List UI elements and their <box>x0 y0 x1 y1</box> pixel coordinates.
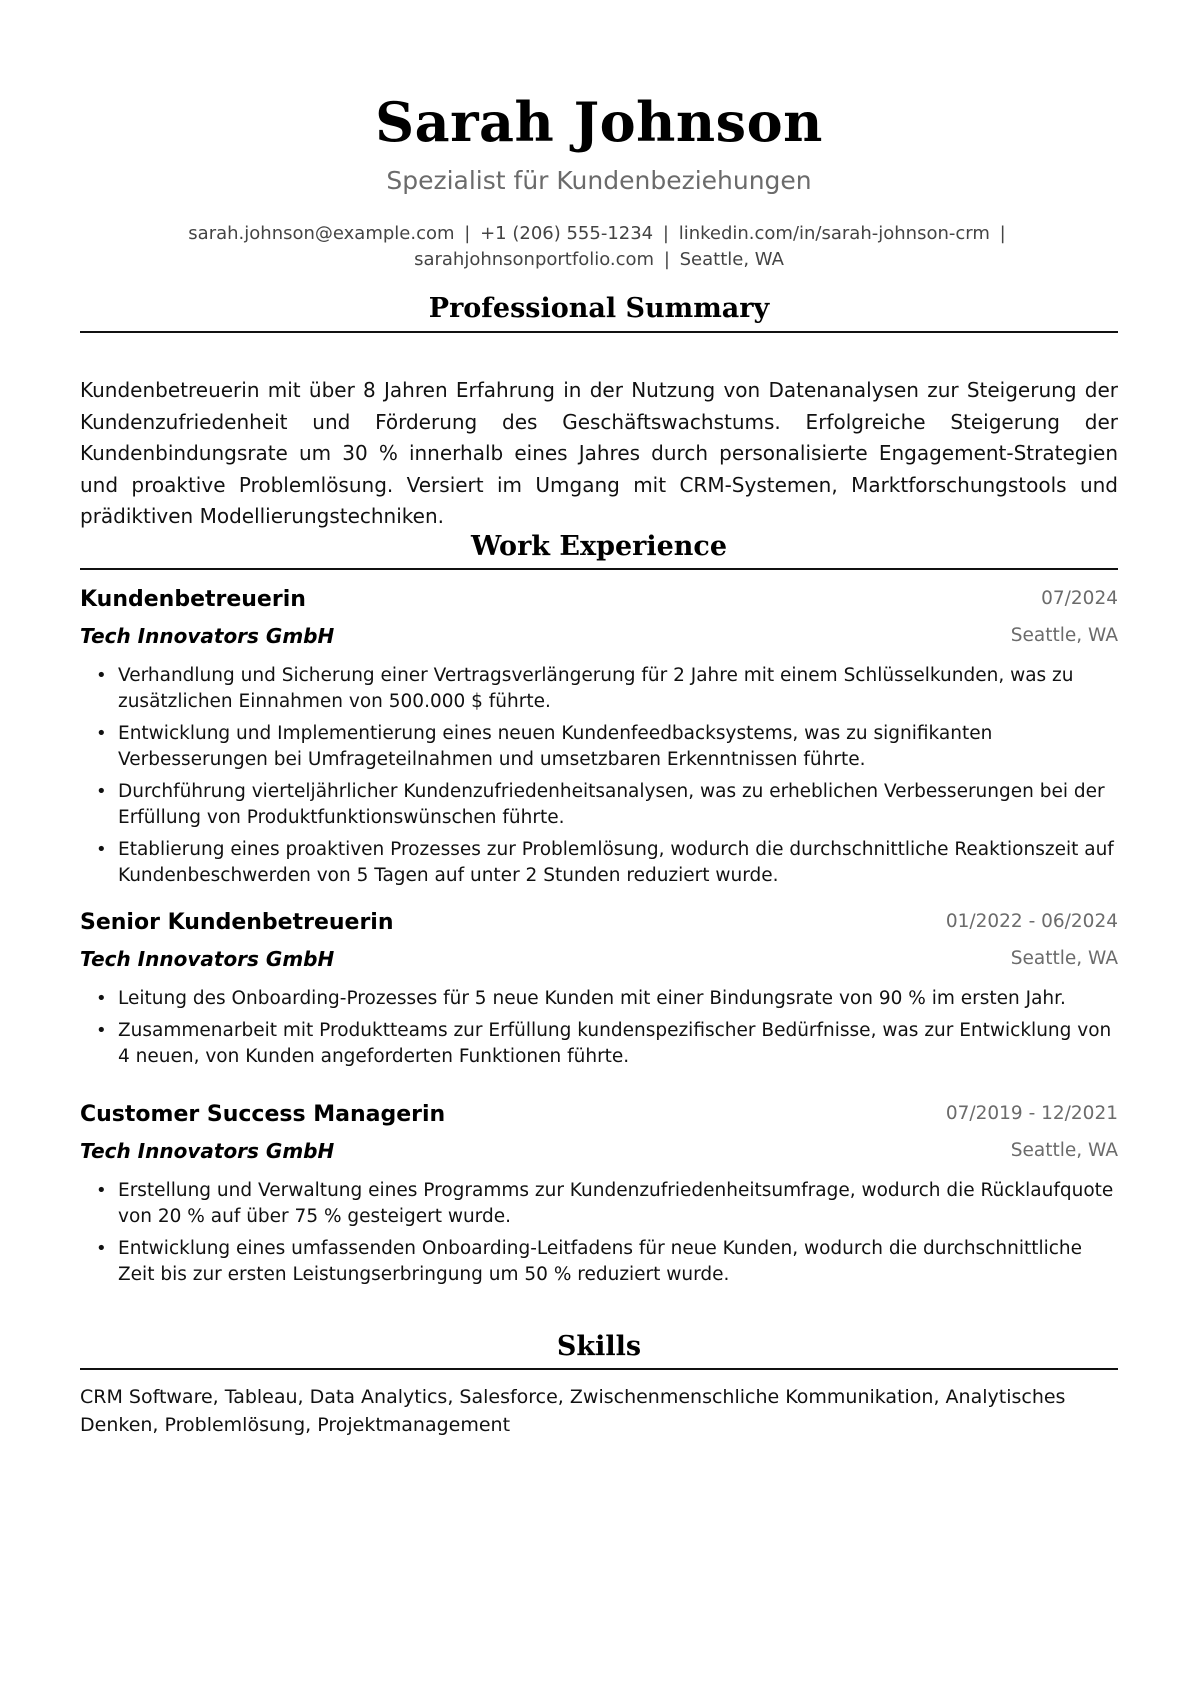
contact-portfolio: sarahjohnsonportfolio.com <box>414 249 655 270</box>
bullet-text: Entwicklung und Implementierung eines neuen Kundenfeedbacksystems, was zu signifikanten Verbesserungen bei Umfrageteilnahmen und umsetzbaren Erkenntnissen führte. <box>118 723 993 770</box>
job-entry <box>80 1098 1118 1294</box>
job-bullet <box>80 986 1118 1012</box>
job-title: Kundenbetreuerin <box>80 587 306 612</box>
contact-linkedin: linkedin.com/in/sarah-johnson-crm <box>678 223 990 244</box>
experience-heading: Work Experience <box>470 531 728 562</box>
bullet-text: Etablierung eines proaktiven Prozesses zur Problemlösung, wodurch die durchschnittliche Reaktionszeit auf Kundenbeschwerden von 5 Tagen auf unter 2 Stunden reduziert wurde. <box>118 839 1114 886</box>
contact-separator: | <box>663 249 670 270</box>
job-bullets <box>80 1178 1118 1288</box>
bullet-text: Leitung des Onboarding-Prozesses für 5 neue Kunden mit einer Bindungsrate von 90 % im ersten Jahr. <box>118 988 1066 1009</box>
summary-heading: Professional Summary <box>428 293 770 324</box>
candidate-name: Sarah Johnson <box>375 90 823 154</box>
job-subheader <box>80 942 1118 978</box>
experience-divider <box>80 568 1118 570</box>
job-bullet <box>80 779 1118 831</box>
bullet-text: Zusammenarbeit mit Produktteams zur Erfüllung kundenspezifischer Bedürfnisse, was zur Entwicklung von 4 neuen, von Kunden angeforderten Funktionen führte. <box>118 1020 1112 1067</box>
job-entry <box>80 906 1118 1076</box>
bullet-text: Durchführung vierteljährlicher Kundenzufriedenheitsanalysen, was zu erheblichen Verbesserungen bei der Erfüllung von Produktfunktionswünschen führte. <box>118 781 1105 828</box>
contact-phone: +1 (206) 555-1234 <box>480 223 654 244</box>
job-date: 01/2022 - 06/2024 <box>945 911 1118 932</box>
bullet-dot: • <box>96 1238 107 1259</box>
job-bullets <box>80 663 1118 889</box>
contact-location: Seattle, WA <box>679 249 784 270</box>
job-date: 07/2024 <box>1041 588 1118 609</box>
bullet-dot: • <box>96 839 107 860</box>
job-location: Seattle, WA <box>1010 625 1118 646</box>
bullet-dot: • <box>96 1020 107 1041</box>
job-subheader <box>80 619 1118 655</box>
candidate-title: Spezialist für Kundenbeziehungen <box>386 166 812 195</box>
bullet-dot: • <box>96 723 107 744</box>
job-header <box>80 906 1118 942</box>
contact-line <box>140 221 1058 273</box>
job-entry <box>80 583 1118 895</box>
job-bullet <box>80 1178 1118 1230</box>
job-title: Senior Kundenbetreuerin <box>80 910 394 935</box>
job-location: Seattle, WA <box>1010 948 1118 969</box>
job-subheader <box>80 1134 1118 1170</box>
bullet-dot: • <box>96 988 107 1009</box>
summary-text: Kundenbetreuerin mit über 8 Jahren Erfahrung in der Nutzung von Datenanalysen zur Steigerung der Kundenzufriedenheit und Förderung des Geschäftswachstums. Erfolgreiche Steigerung der Kundenbindungsrate um 30 % innerhalb eines Jahres durch personalisierte Engagement-Strategien und proaktive Problemlösung. Versiert im Umgang mit CRM-Systemen, Marktforschungstools und prädiktiven Modellierungstechniken. <box>80 378 1118 528</box>
job-bullet <box>80 837 1118 889</box>
job-header <box>80 583 1118 619</box>
skills-list: CRM Software, Tableau, Data Analytics, Salesforce, Zwischenmenschliche Kommunikation, Analytisches Denken, Problemlösung, Projektmanagement <box>80 1386 1066 1436</box>
job-bullet <box>80 721 1118 773</box>
job-company: Tech Innovators GmbH <box>80 947 335 971</box>
bullet-text: Verhandlung und Sicherung einer Vertragsverlängerung für 2 Jahre mit einem Schlüsselkunden, was zu zusätzlichen Einnahmen von 500.000 $ führte. <box>118 665 1074 712</box>
bullet-dot: • <box>96 1180 107 1201</box>
contact-separator: | <box>464 223 471 244</box>
job-bullet <box>80 1236 1118 1288</box>
job-bullet <box>80 1018 1118 1070</box>
contact-email: sarah.johnson@example.com <box>188 223 455 244</box>
bullet-text: Erstellung und Verwaltung eines Programms zur Kundenzufriedenheitsumfrage, wodurch die Rücklaufquote von 20 % auf über 75 % gesteigert wurde. <box>118 1180 1114 1227</box>
job-header <box>80 1098 1118 1134</box>
contact-separator: | <box>662 223 669 244</box>
job-bullet <box>80 663 1118 715</box>
job-location: Seattle, WA <box>1010 1140 1118 1161</box>
job-company: Tech Innovators GmbH <box>80 624 335 648</box>
job-company: Tech Innovators GmbH <box>80 1139 335 1163</box>
skills-heading: Skills <box>556 1331 642 1362</box>
contact-separator: | <box>999 223 1006 244</box>
bullet-text: Entwicklung eines umfassenden Onboarding-Leitfadens für neue Kunden, wodurch die durchschnittliche Zeit bis zur ersten Leistungserbringung um 50 % reduziert wurde. <box>118 1238 1083 1285</box>
bullet-dot: • <box>96 665 107 686</box>
skills-divider <box>80 1368 1118 1370</box>
job-date: 07/2019 - 12/2021 <box>945 1103 1118 1124</box>
summary-divider <box>80 331 1118 333</box>
job-title: Customer Success Managerin <box>80 1102 446 1127</box>
job-bullets <box>80 986 1118 1070</box>
bullet-dot: • <box>96 781 107 802</box>
